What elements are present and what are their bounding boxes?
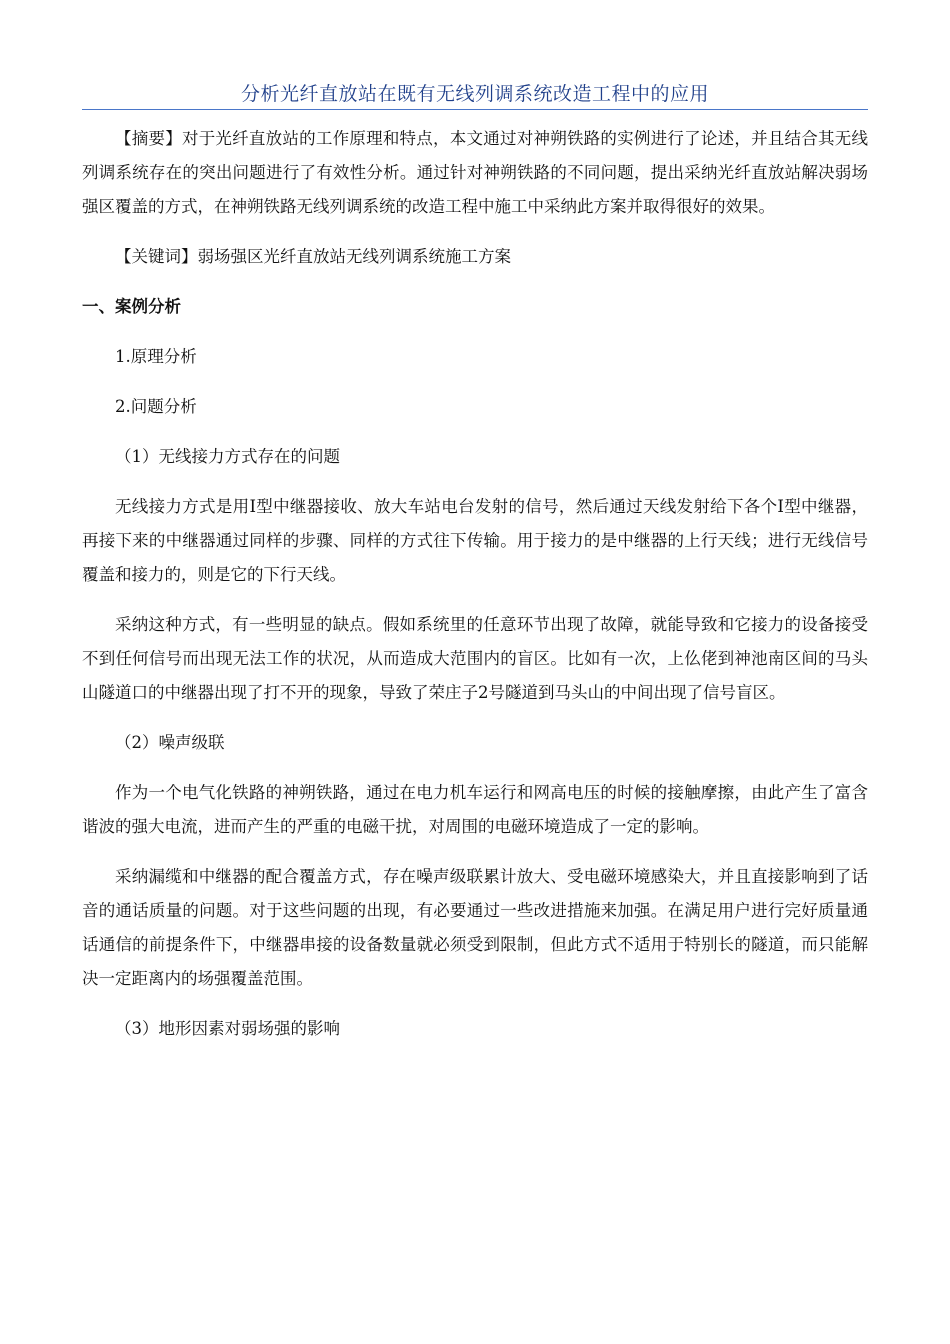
paragraph-leaky-cable-coverage: 采纳漏缆和中继器的配合覆盖方式，存在噪声级联累计放大、受电磁环境感染大，并且直接影响到了话音的通话质量的问题。对于这些问题的出现，有必要通过一些改进措施来加强。在满足用户进行完好质量通话通信的前提条件下，中继器串接的设备数量就必须受到限制，但此方式不适用于特别长的隧道，而只能解决一定距离内的场强覆盖范围。: [82, 867, 868, 988]
section-heading-case-analysis: 一、案例分析: [82, 297, 181, 316]
document-body: [82, 122, 868, 1062]
abstract-paragraph: 【摘要】对于光纤直放站的工作原理和特点，本文通过对神朔铁路的实例进行了论述，并且结合其无线列调系统存在的突出问题进行了有效性分析。通过针对神朔铁路的不同问题，提出采纳光纤直放站解决弱场强区覆盖的方式，在神朔铁路无线列调系统的改造工程中施工中采纳此方案并取得很好的效果。: [82, 129, 868, 216]
subsection-problem-analysis: 2.问题分析: [115, 397, 197, 416]
title-underline: [82, 109, 868, 110]
paragraph-electromagnetic-interference: 作为一个电气化铁路的神朔铁路，通过在电力机车运行和网高电压的时候的接触摩擦，由此产生了富含谐波的强大电流，进而产生的严重的电磁干扰，对周围的电磁环境造成了一定的影响。: [82, 783, 868, 836]
subheading-wireless-relay-problems: （1）无线接力方式存在的问题: [115, 447, 340, 466]
keywords-paragraph: 【关键词】弱场强区光纤直放站无线列调系统施工方案: [115, 247, 511, 266]
document-title: 分析光纤直放站在既有无线列调系统改造工程中的应用: [240, 83, 709, 105]
paragraph-wireless-relay-method: 无线接力方式是用I型中继器接收、放大车站电台发射的信号，然后通过天线发射给下各个I型中继器，再接下来的中继器通过同样的步骤、同样的方式往下传输。用于接力的是中继器的上行天线；进行无线信号覆盖和接力的，则是它的下行天线。: [82, 497, 868, 584]
subsection-principle-analysis: 1.原理分析: [115, 347, 197, 366]
subheading-terrain-factors: （3）地形因素对弱场强的影响: [115, 1019, 340, 1038]
paragraph-method-drawbacks: 采纳这种方式，有一些明显的缺点。假如系统里的任意环节出现了故障，就能导致和它接力的设备接受不到任何信号而出现无法工作的状况，从而造成大范围内的盲区。比如有一次，上仫佬到神池南区间的马头山隧道口的中继器出现了打不开的现象，导致了荣庄子2号隧道到马头山的中间出现了信号盲区。: [82, 615, 868, 702]
subheading-noise-cascade: （2）噪声级联: [115, 733, 225, 752]
